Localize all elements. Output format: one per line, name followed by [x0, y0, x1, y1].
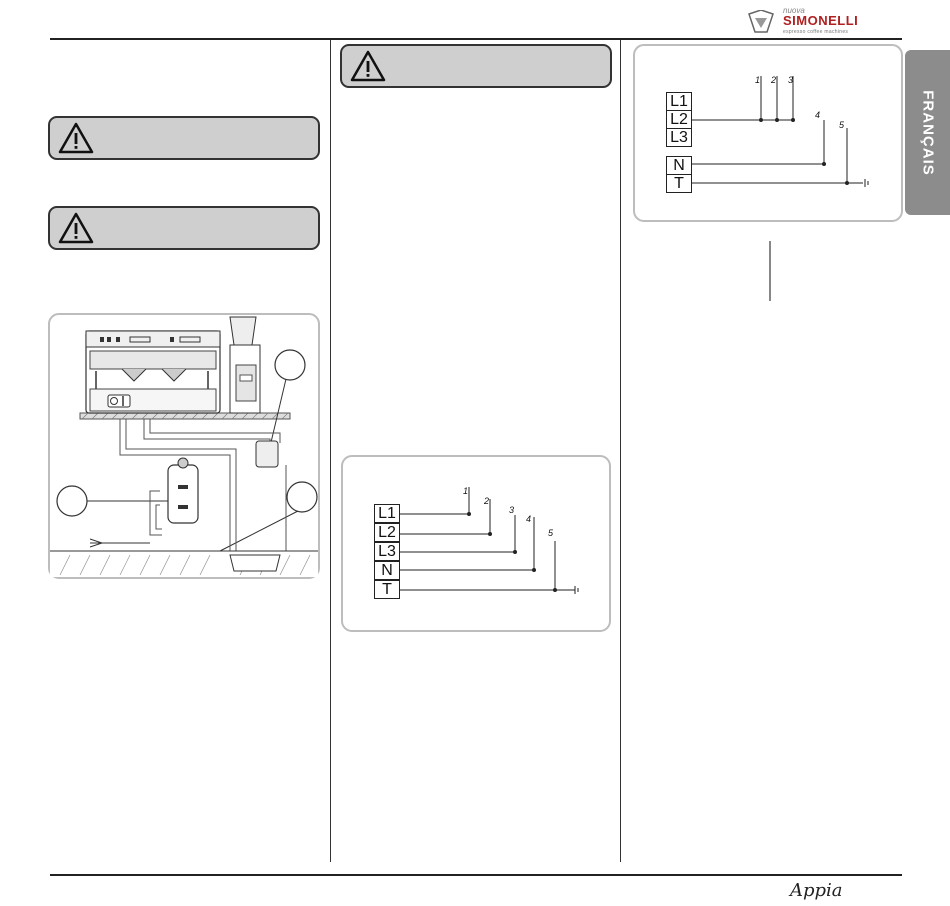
logo-mark-icon — [747, 10, 781, 34]
brand-name: SIMONELLI — [783, 13, 859, 28]
wire-number: 3 — [509, 505, 515, 515]
installation-illustration — [50, 315, 318, 577]
warning-box-2 — [48, 206, 320, 250]
wire-number: 1 — [463, 486, 469, 496]
terminal-label: L1 — [666, 92, 692, 111]
installation-illustration-panel — [48, 313, 320, 579]
wire-number: 5 — [839, 120, 845, 130]
warning-triangle-icon — [58, 212, 94, 244]
terminal-label: T — [374, 580, 400, 599]
wire-number: 3 — [788, 75, 794, 85]
wire-number: 1 — [755, 75, 761, 85]
wire-number: 4 — [526, 514, 532, 524]
single-phase-wires — [635, 46, 901, 220]
warning-box-1 — [48, 116, 320, 160]
terminal-label: T — [666, 174, 692, 193]
warning-triangle-icon — [58, 122, 94, 154]
terminal-label: L2 — [374, 523, 400, 542]
language-tab[interactable] — [905, 50, 950, 215]
warning-triangle-icon — [350, 50, 386, 82]
column-divider-left — [330, 40, 331, 862]
brand-logo — [745, 6, 905, 36]
model-signature: Appia — [790, 880, 843, 901]
column-divider-right — [620, 40, 621, 862]
terminal-label: L2 — [666, 110, 692, 129]
brand-tagline: espresso coffee machines — [783, 29, 849, 35]
brand-prefix: nuova — [783, 6, 805, 15]
terminal-label: L1 — [374, 504, 400, 523]
wire-number: 2 — [771, 75, 777, 85]
language-tab-label: FRANÇAIS — [919, 89, 936, 176]
header-rule — [50, 38, 902, 40]
terminal-label: N — [666, 156, 692, 175]
warning-box-3 — [340, 44, 612, 88]
terminal-label: L3 — [666, 128, 692, 147]
terminal-label: L3 — [374, 542, 400, 561]
wire-number: 2 — [484, 496, 490, 506]
vertical-mark — [769, 241, 771, 301]
three-phase-wiring-panel — [341, 455, 611, 632]
terminal-label: N — [374, 561, 400, 580]
three-phase-wires — [343, 457, 609, 630]
single-phase-wiring-panel — [633, 44, 903, 222]
footer-rule — [50, 874, 902, 876]
wire-number: 4 — [815, 110, 821, 120]
wire-number: 5 — [548, 528, 554, 538]
